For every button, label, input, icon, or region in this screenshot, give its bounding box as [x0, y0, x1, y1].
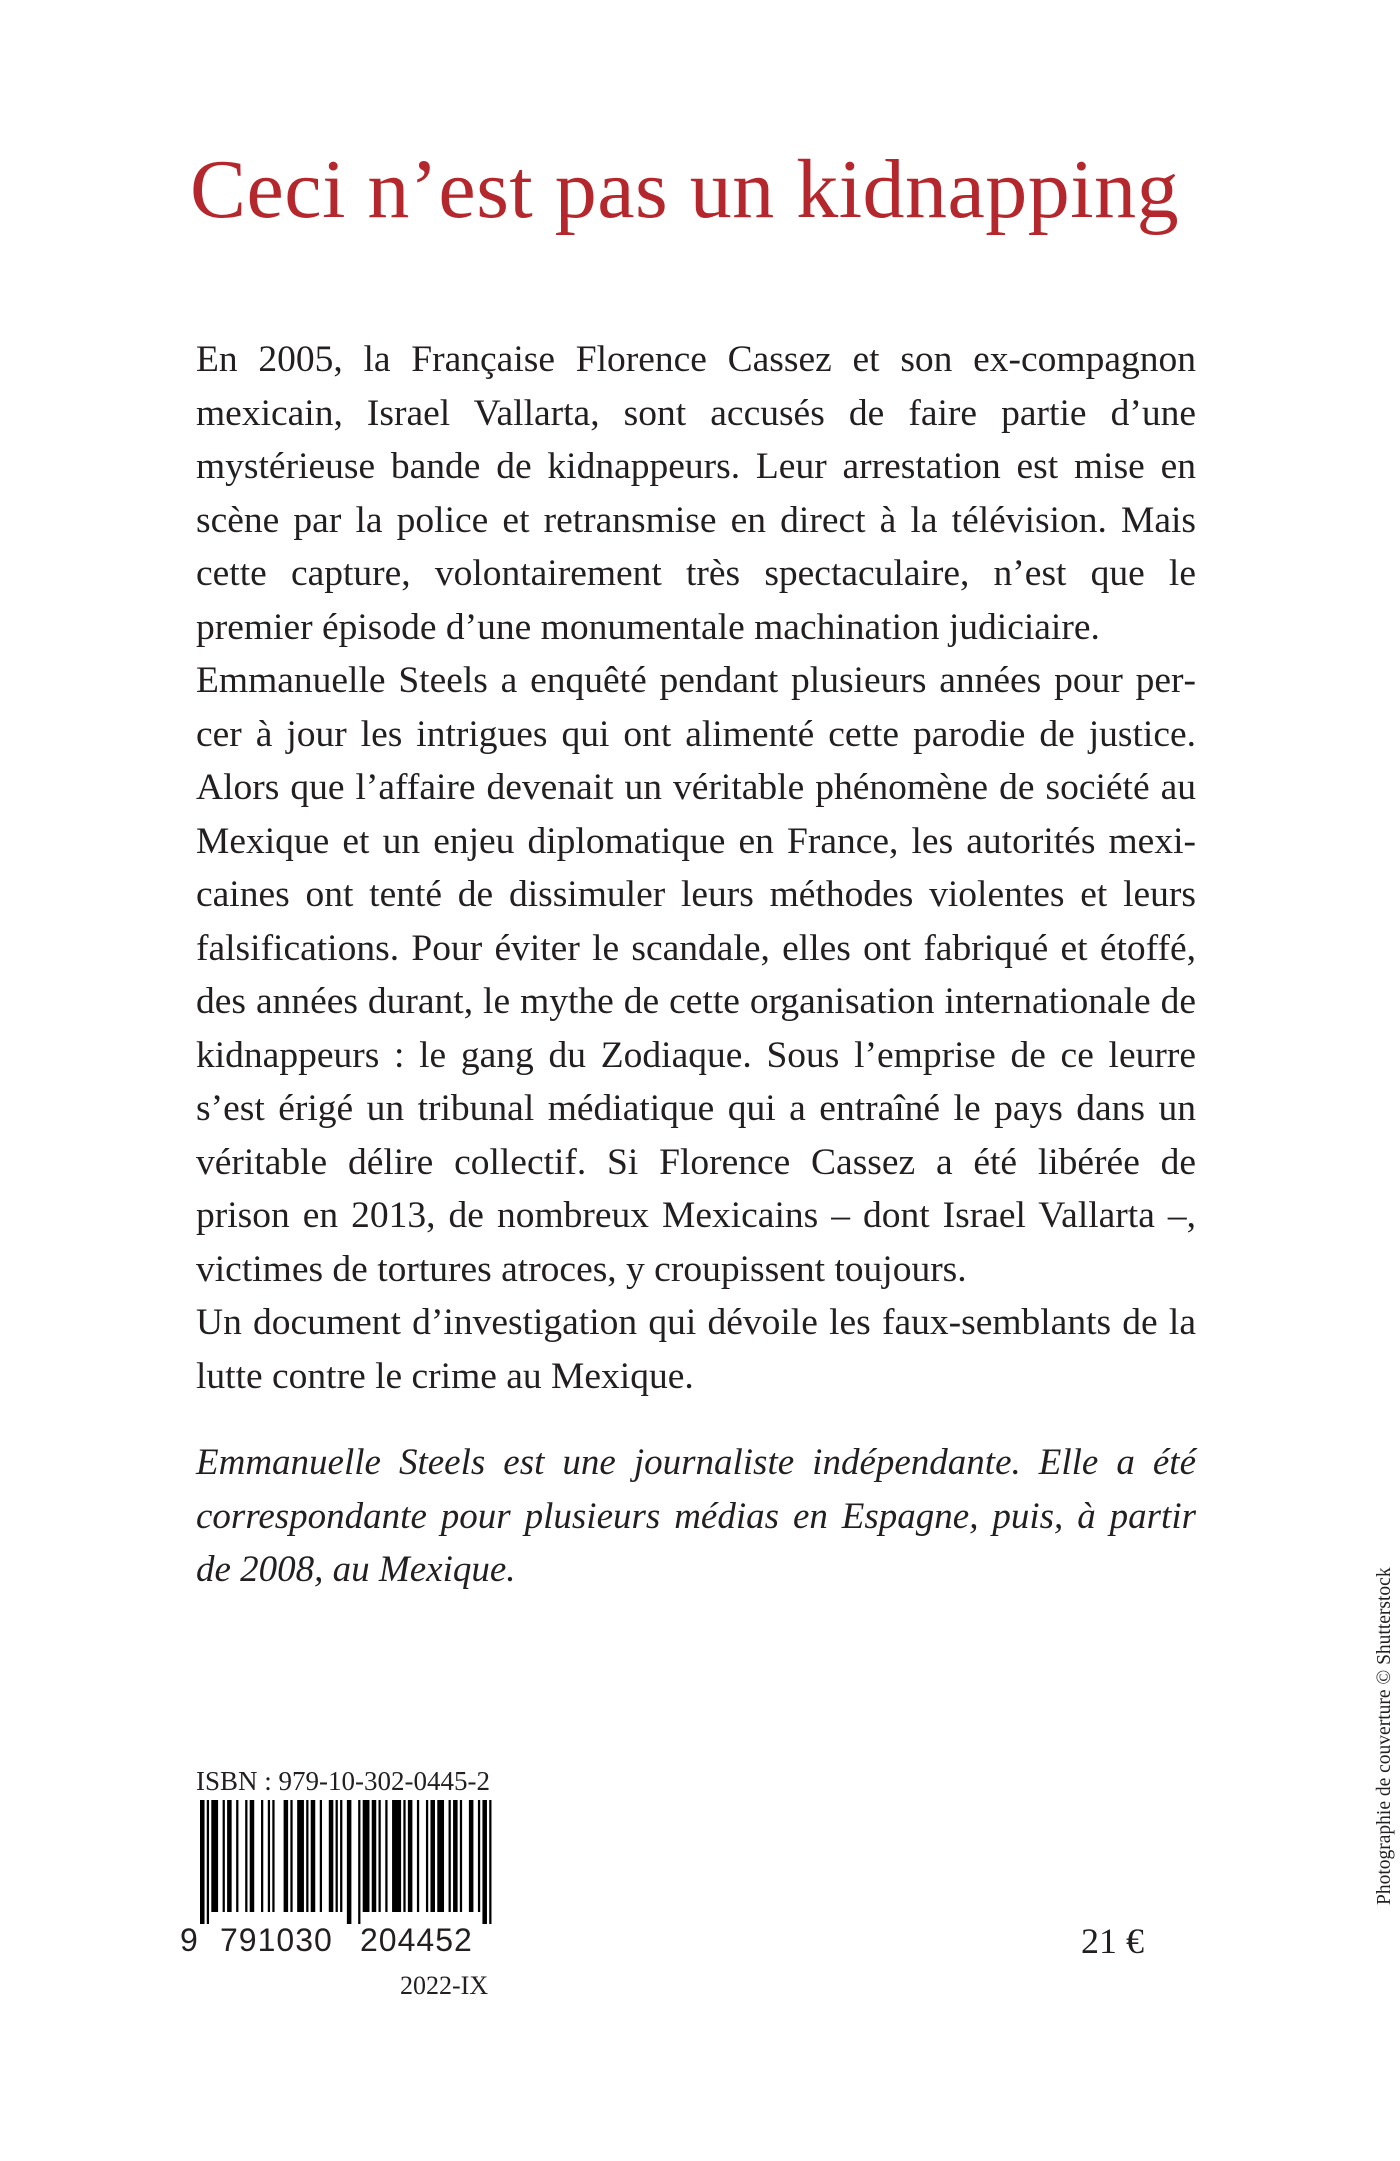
barcode-bar: [340, 1800, 342, 1912]
summary-paragraph: Un document d’investigation qui dévoile les faux-semblants de la lutte contre le crime au Mexique.: [196, 1302, 1196, 1397]
barcode-bar: [250, 1800, 255, 1912]
barcode-bar: [426, 1800, 428, 1912]
barcode-bar: [363, 1800, 370, 1912]
barcode-first-digit: 9: [180, 1922, 198, 1958]
barcode-bar: [449, 1800, 451, 1912]
barcode-bar: [272, 1800, 274, 1912]
barcode-bar: [403, 1800, 405, 1912]
barcode: [180, 1800, 500, 1965]
barcode-bar: [336, 1800, 338, 1912]
barcode-bar: [385, 1800, 387, 1912]
barcode-bar: [347, 1800, 352, 1924]
back-cover-summary: [196, 333, 1196, 1403]
barcode-bar: [284, 1800, 289, 1912]
summary-paragraph: En 2005, la Française Florence Cassez et son ex-compagnon mexicain, Israel Vallarta, sont accusés de faire partie d’une mystérieuse bande de kidnappeurs. Leur arrestation est mise en scène par la police et retransmise en direct à la télévision. Mais cette capture, volontairement très spectaculaire, n’est que le premier épisode d’une monumentale machination judiciaire.: [196, 339, 1196, 648]
barcode-bar: [460, 1800, 462, 1912]
barcode-bar: [236, 1800, 238, 1912]
edition-code: 2022-IX: [400, 1971, 489, 2000]
price-tag: 21 €: [1081, 1921, 1144, 1961]
barcode-bar: [372, 1800, 377, 1912]
barcode-bar: [311, 1800, 316, 1912]
barcode-bar: [430, 1800, 435, 1912]
barcode-bar: [227, 1800, 232, 1912]
barcode-bar: [417, 1800, 419, 1912]
barcode-bar: [437, 1800, 444, 1912]
barcode-right-digits: 204452: [360, 1922, 473, 1958]
barcode-bar: [329, 1800, 334, 1912]
barcode-bar: [297, 1800, 304, 1912]
barcode-bar: [482, 1800, 487, 1924]
barcode-bar: [478, 1800, 480, 1912]
barcode-bar: [245, 1800, 247, 1912]
barcode-bar: [261, 1800, 263, 1912]
barcode-bar: [223, 1800, 225, 1912]
barcode-bar: [306, 1800, 308, 1912]
barcode-bar: [392, 1800, 401, 1912]
barcode-bar: [358, 1800, 360, 1924]
isbn-label: ISBN : 979-10-302-0445-2: [196, 1766, 490, 1796]
barcode-bar: [320, 1800, 322, 1912]
photo-credit: Photographie de couverture © Shutterstock: [1374, 1567, 1395, 1905]
barcode-bar: [211, 1800, 218, 1912]
barcode-bar: [453, 1800, 458, 1912]
barcode-bar: [408, 1800, 413, 1912]
barcode-bar: [290, 1800, 292, 1912]
barcode-bar: [268, 1800, 270, 1912]
book-title: Ceci n’est pas un kidnapping: [190, 143, 1180, 236]
summary-paragraph: Emmanuelle Steels a enquêté pendant plusieurs années pour percer à jour les intrigues qui ont alimenté cette parodie de justice. Alors que l’affaire devenait un véritable phénomène de société au Mexique et un enjeu diplomatique en France, les autorités mexicaines ont tenté de dissimuler leurs méthodes violentes et leurs falsifications. Pour éviter le scandale, elles ont fabriqué et étoffé, des années durant, le mythe de cette organisation internationale de kidnappeurs : le gang du Zodiaque. Sous l’emprise de ce leurre s’est érigé un tribunal médiatique qui a entraîné le pays dans un véritable délire collectif. Si Florence Cassez a été libérée de prison en 2013, de nombreux Mexicains – dont Israel Vallarta –, victimes de tortures atroces, y croupissent toujours.: [196, 660, 1196, 1290]
barcode-bar: [489, 1800, 491, 1924]
barcode-bar: [207, 1800, 209, 1924]
barcode-left-digits: 791030: [220, 1922, 333, 1958]
author-bio: Emmanuelle Steels est une journaliste indépendante. Elle a été correspondante pour plusieurs médias en Espagne, puis, à partir de 2008, au Mexique.: [196, 1442, 1196, 1590]
barcode-bar: [469, 1800, 474, 1912]
barcode-bar: [379, 1800, 381, 1912]
barcode-bars-graphic: [200, 1800, 496, 1924]
barcode-bar: [200, 1800, 205, 1924]
